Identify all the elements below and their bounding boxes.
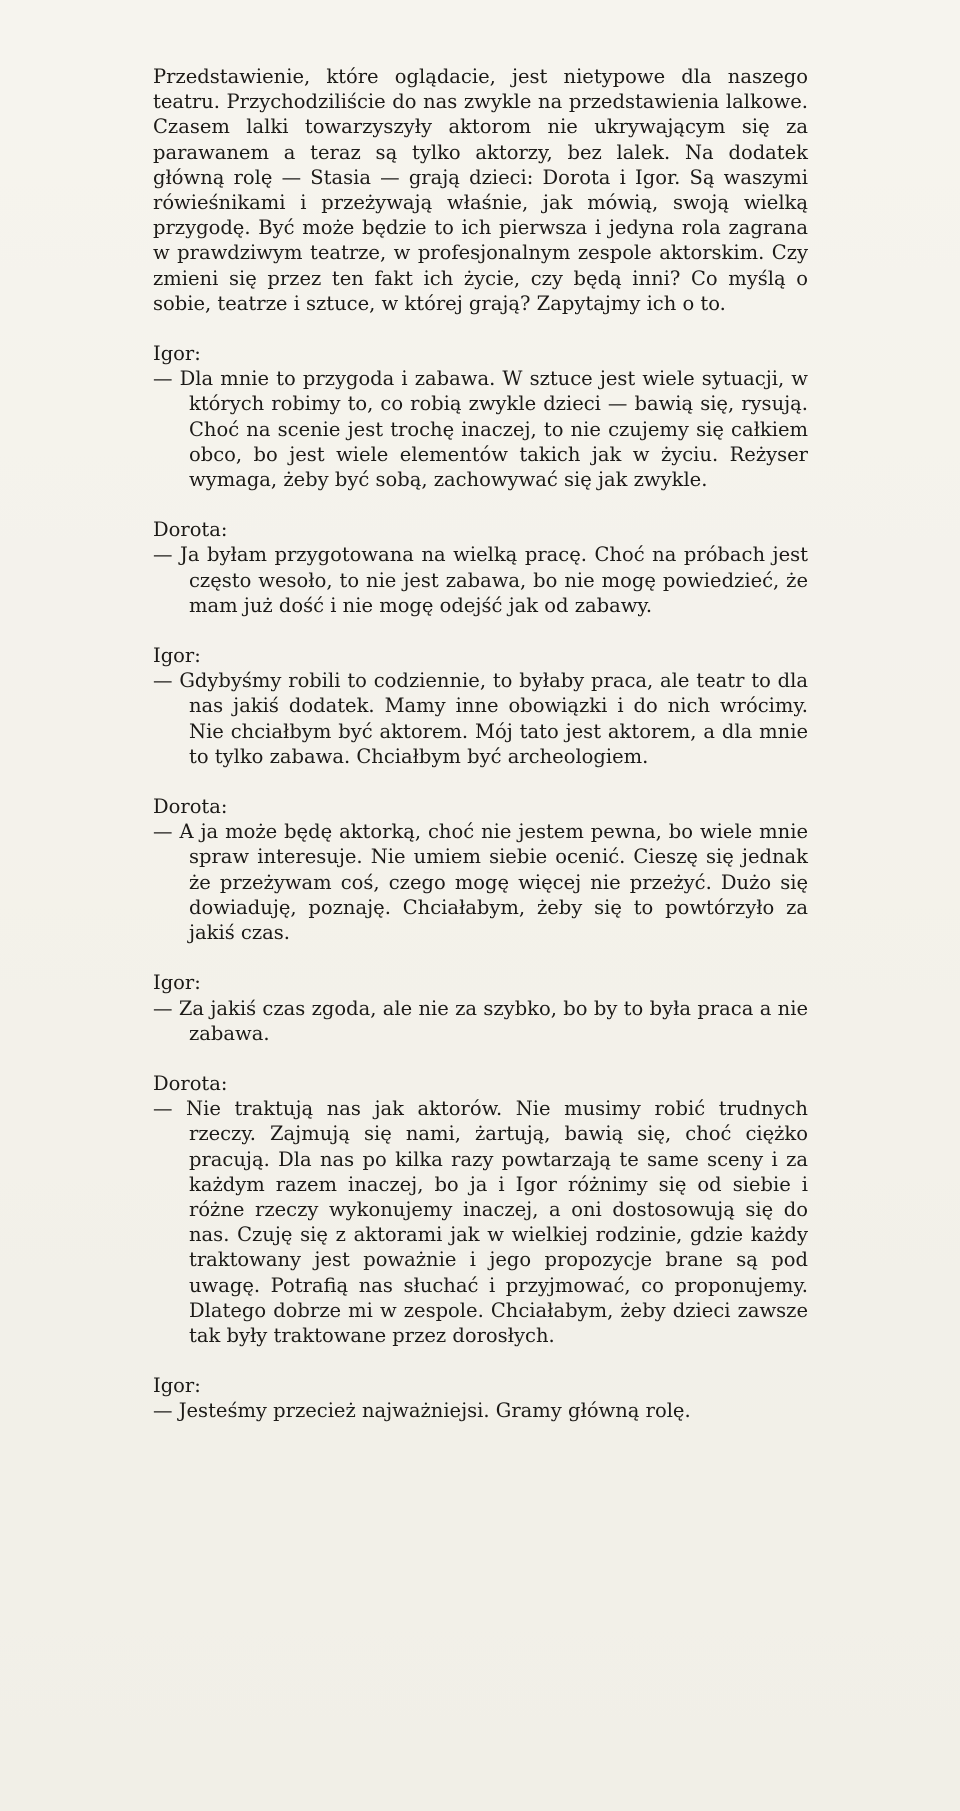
dialogue-answer: — Dla mnie to przygoda i zabawa. W sztuce jest wiele sytuacji, w których robimy to, co robią zwykle dzieci — bawią się, rysują. Choć na scenie jest trochę inaczej, to nie czujemy się całkiem obco, bo jest wiele elementów takich jak w życiu. Reżyser wymaga, żeby być sobą, zachowywać się jak zwykle.: [153, 367, 808, 492]
intro-paragraph: Przedstawienie, które oglądacie, jest nietypowe dla naszego teatru. Przychodziliście do nas zwykle na przedstawienia lalkowe. Czasem lalki towarzyszyły aktorom nie ukrywającym się za parawanem a teraz są tylko aktorzy, bez lalek. Na dodatek główną rolę — Stasia — grają dzieci: Dorota i Igor. Są waszymi rówieśnikami i przeżywają właśnie, jak mówią, swoją wielką przygodę. Być może będzie to ich pierwsza i jedyna rola zagrana w prawdziwym teatrze, w profesjonalnym zespole aktorskim. Czy zmieni się przez ten fakt ich życie, czy będą inni? Co myślą o sobie, teatrze i sztuce, w której grają? Zapytajmy ich o to.: [153, 65, 808, 315]
dialogue-exchange-3: [153, 643, 808, 769]
intro-section: [153, 64, 808, 316]
speaker-label: Dorota:: [153, 1071, 228, 1095]
dialogue-exchange-1: [153, 341, 808, 492]
dialogue-exchange-2: [153, 517, 808, 618]
dialogue-answer: — A ja może będę aktorką, choć nie jestem pewna, bo wiele mnie spraw interesuje. Nie umiem siebie ocenić. Cieszę się jednak że przeżywam coś, czego mogę więcej nie przeżyć. Dużo się dowiaduję, poznaję. Chciałabym, żeby się to powtórzyło za jakiś czas.: [153, 820, 808, 945]
dialogue-answer: — Gdybyśmy robili to codziennie, to byłaby praca, ale teatr to dla nas jakiś dodatek. Mamy inne obowiązki i do nich wrócimy. Nie chciałbym być aktorem. Mój tato jest aktorem, a dla mnie to tylko zabawa. Chciałbym być archeologiem.: [153, 669, 808, 768]
speaker-label: Dorota:: [153, 795, 228, 819]
speaker-label: Dorota:: [153, 518, 228, 542]
dialogue-answer: — Jesteśmy przecież najważniejsi. Gramy główną rolę.: [153, 1399, 691, 1423]
speaker-label: Igor:: [153, 1374, 201, 1398]
dialogue-exchange-5: [153, 970, 808, 1046]
dialogue-exchange-6: [153, 1071, 808, 1348]
speaker-label: Igor:: [153, 644, 201, 668]
dialogue-answer: — Ja byłam przygotowana na wielką pracę. Choć na próbach jest często wesoło, to nie jest zabawa, bo nie mogę powiedzieć, że mam już dość i nie mogę odejść jak od zabawy.: [153, 543, 808, 617]
speaker-label: Igor:: [153, 342, 201, 366]
dialogue-exchange-4: [153, 794, 808, 945]
document-body: [153, 64, 808, 1424]
dialogue-exchange-7: [153, 1373, 808, 1423]
dialogue-answer: — Nie traktują nas jak aktorów. Nie musimy robić trudnych rzeczy. Zajmują się nami, żartują, bawią się, choć ciężko pracują. Dla nas po kilka razy powtarzają te same sceny i za każdym razem inaczej, bo ja i Igor różnimy się od siebie i różne rzeczy wykonujemy inaczej, a oni dostosowują się do nas. Czuję się z aktorami jak w wielkiej rodzinie, gdzie każdy traktowany jest poważnie i jego propozycje brane są pod uwagę. Potrafią nas słuchać i przyjmować, co proponujemy. Dlatego dobrze mi w zespole. Chciałabym, żeby dzieci zawsze tak były traktowane przez dorosłych.: [153, 1097, 808, 1347]
speaker-label: Igor:: [153, 971, 201, 995]
dialogue-answer: — Za jakiś czas zgoda, ale nie za szybko, bo by to była praca a nie zabawa.: [153, 996, 808, 1045]
